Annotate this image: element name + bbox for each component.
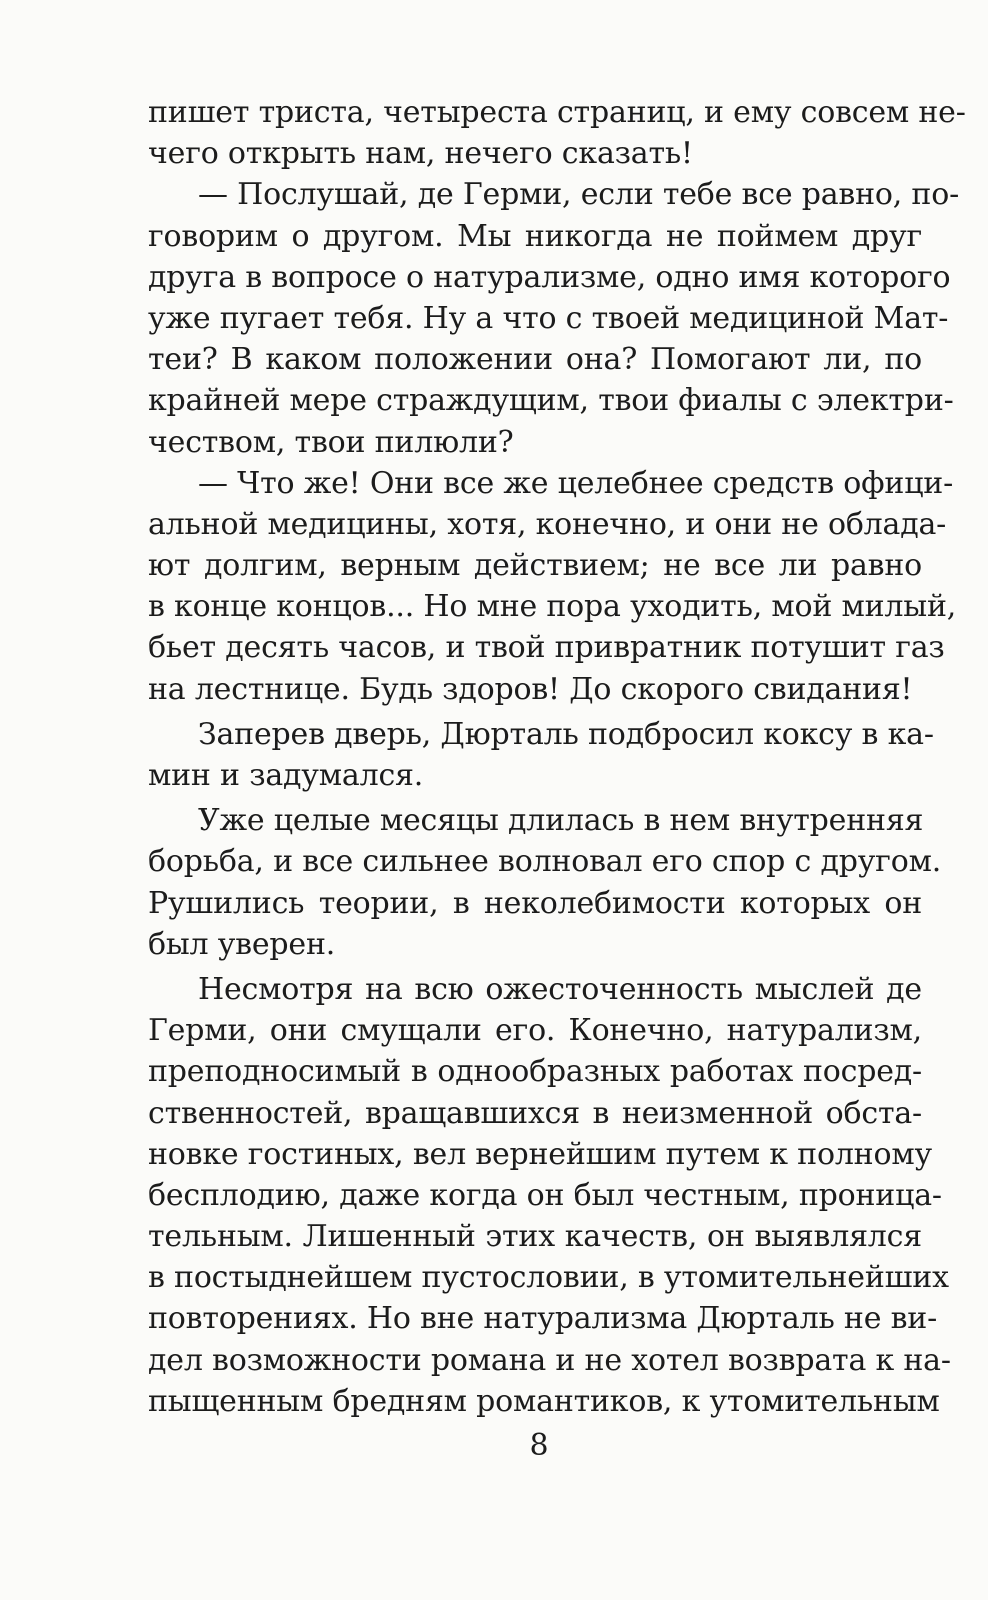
text-line: пишет триста, четыреста страниц, и ему совсем не- <box>148 95 966 130</box>
text-line: — Что же! Они все же целебнее средств офици- <box>198 465 954 501</box>
text-line: уже пугает тебя. Ну а что с твоей медициной Мат- <box>148 300 949 336</box>
text-line: преподносимый в однообразных работах посред- <box>148 1054 922 1090</box>
text-line: чеством, твои пилюли? <box>148 424 514 460</box>
text-line: в постыднейшем пустословии, в утомительнейших <box>148 1260 949 1296</box>
text-line: ют долгим, верным действием; не все ли равно <box>148 548 922 584</box>
text-line: борьба, и все сильнее волновал его спор с другом. <box>148 844 942 880</box>
text-line: друга в вопросе о натурализме, одно имя которого <box>148 259 951 295</box>
text-line: мин и задумался. <box>148 758 424 793</box>
text-line: дел возможности романа и не хотел возврата к на- <box>148 1342 951 1378</box>
text-line: Уже целые месяцы длилась в нем внутренняя <box>198 803 924 839</box>
body-text <box>148 92 966 1422</box>
text-line: тельным. Лишенный этих качеств, он выявлялся <box>148 1219 922 1255</box>
text-line: альной медицины, хотя, конечно, и они не облада- <box>148 506 947 542</box>
text-line: пыщенным бредням романтиков, к утомительным <box>148 1383 940 1419</box>
text-line: Несмотря на всю ожесточенность мыслей де <box>198 971 922 1007</box>
text-line: крайней мере страждущим, твои фиалы с электри- <box>148 383 954 419</box>
text-line: в конце концов... Но мне пора уходить, мой милый, <box>148 589 957 625</box>
text-line: ственностей, вращавшихся в неизменной обста- <box>148 1095 922 1131</box>
text-line: чего открыть нам, нечего сказать! <box>148 136 693 172</box>
text-line: Рушились теории, в неколебимости которых он <box>148 885 922 921</box>
page-number: 8 <box>529 1428 549 1463</box>
text-line: Герми, они смущали его. Конечно, натурализм, <box>148 1013 922 1049</box>
text-line: был уверен. <box>148 926 336 962</box>
text-line: Заперев дверь, Дюрталь подбросил коксу в ка- <box>198 716 934 752</box>
text-line: бьет десять часов, и твой привратник потушит газ <box>148 630 945 666</box>
text-line: повторениях. Но вне натурализма Дюрталь не ви- <box>148 1301 938 1337</box>
text-line: теи? В каком положении она? Помогают ли, по <box>148 342 922 378</box>
text-line: новке гостиных, вел вернейшим путем к полному <box>148 1136 932 1172</box>
text-line: — Послушай, де Герми, если тебе все равно, по- <box>198 177 960 213</box>
text-line: говорим о другом. Мы никогда не поймем друг <box>148 218 922 254</box>
text-line: на лестнице. Будь здоров! До скорого свидания! <box>148 671 913 707</box>
text-line: бесплодию, даже когда он был честным, проница- <box>148 1177 942 1213</box>
